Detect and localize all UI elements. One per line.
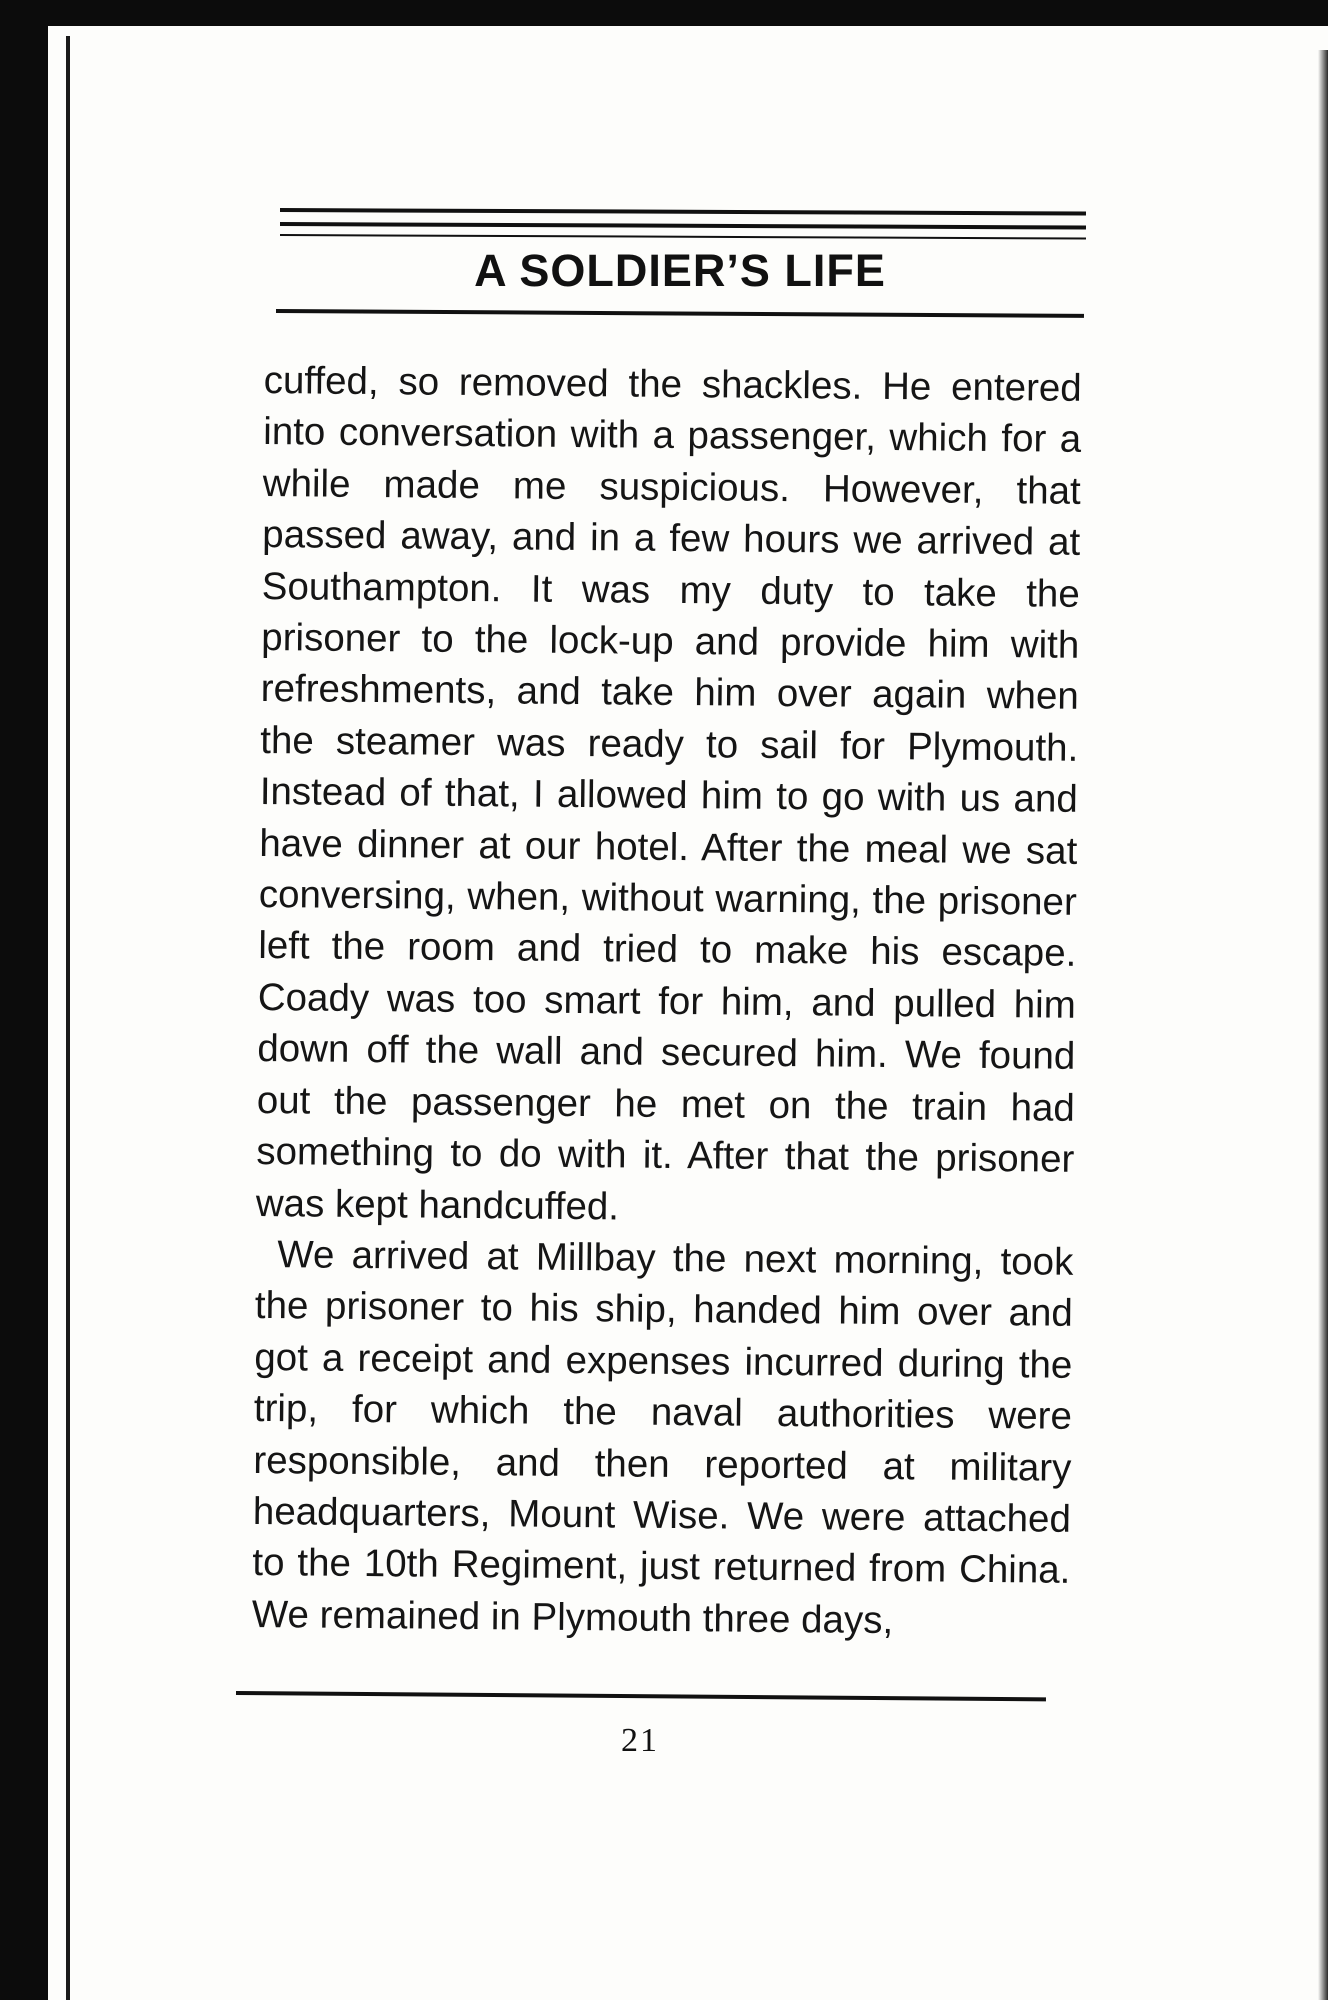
paragraph: cuffed, so removed the shackles. He entered into conversation with a passenger, which for a while made me suspicious. However, that passed away, and in a few hours we arrived at Southampton. It was my duty to take the prisoner to the lock-up and provide him with refreshments, and take him over again when the steamer was ready to sail for Plymouth. Instead of that, I allowed him to go with us and have dinner at our hotel. After the meal we sat conversing, when, without warning, the prisoner left the room and tried to make his escape. Coady was too smart for him, and pulled him down off the wall and secured him. We found out the passenger he met on the train had something to do with it. After that the prisoner was kept handcuffed. xyxy=(255,358,1082,1228)
page-number: 21 xyxy=(621,1722,659,1759)
body-text xyxy=(252,355,1082,1648)
page-gutter-edge xyxy=(66,36,70,2000)
page-right-edge xyxy=(1318,50,1328,2000)
running-head: A SOLDIER’S LIFE xyxy=(474,245,886,296)
paragraph: We arrived at Millbay the next morning, took the prisoner to his ship, handed him over and got a receipt and expenses incurred during the trip, for which the naval authorities were responsible, and then reported at military headquarters, Mount Wise. We were attached to the 10th Regiment, just returned from China. We remained in Plymouth three days, xyxy=(251,1233,1074,1642)
